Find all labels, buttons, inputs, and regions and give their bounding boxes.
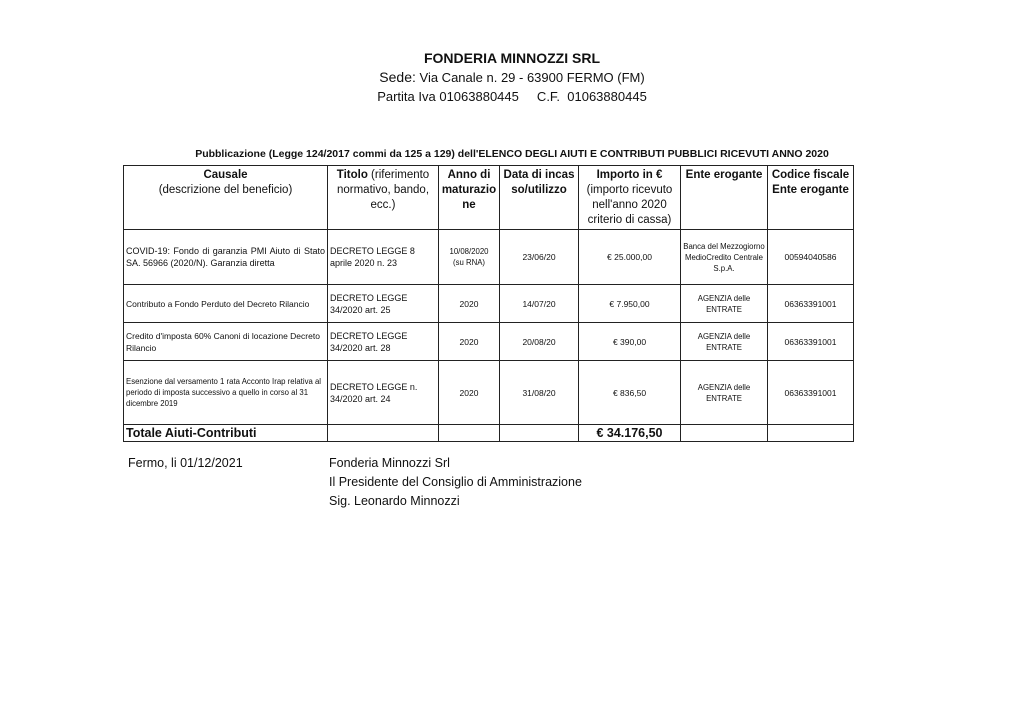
total-label: Totale Aiuti-Contributi: [124, 425, 328, 442]
cell-codice: 06363391001: [768, 323, 854, 361]
header-titolo-title: Titolo: [336, 169, 368, 181]
cell-titolo: DECRETO LEGGE 34/2020 art. 25: [328, 285, 439, 323]
header-importo-sub: (importo ricevuto nell'anno 2020 criterio di cassa): [586, 184, 673, 226]
company-title: FONDERIA MINNOZZI SRL: [423, 50, 601, 66]
cell-anno: 2020: [439, 361, 500, 425]
cell-titolo: DECRETO LEGGE 34/2020 art. 28: [328, 323, 439, 361]
table-title: Pubblicazione (Legge 124/2017 commi da 125 a 129) dell'ELENCO DEGLI AIUTI E CONTRIBUTI PUBBLICI RICEVUTI ANNO 2020: [195, 148, 829, 160]
cell-anno: [439, 230, 500, 285]
total-empty-cell: [439, 425, 500, 442]
header-titolo-sub: (riferimento normativo, bando, ecc.): [336, 169, 430, 211]
footer-company: Fonderia Minnozzi Srl: [329, 456, 450, 470]
cell-codice: 00594040586: [768, 230, 854, 285]
header-codice-title: Codice fiscale Ente erogante: [771, 169, 850, 196]
table-header-row: [124, 166, 854, 230]
header-codice: [768, 166, 854, 230]
header-titolo: [328, 166, 439, 230]
header-ente: [681, 166, 768, 230]
cell-importo: € 25.000,00: [579, 230, 681, 285]
footer-place-date: Fermo, li 01/12/2021: [128, 456, 243, 470]
footer-signatory: Sig. Leonardo Minnozzi: [329, 494, 460, 508]
cell-ente: AGENZIA delle ENTRATE: [681, 361, 768, 425]
header-importo: [579, 166, 681, 230]
sede-label: Sede:: [379, 69, 416, 85]
header-causale-sub: (descrizione del beneficio): [158, 184, 293, 196]
header-causale: [124, 166, 328, 230]
company-vat-line: Partita Iva 01063880445 C.F. 01063880445: [377, 89, 647, 104]
cell-data: 31/08/20: [500, 361, 579, 425]
cell-codice: 06363391001: [768, 361, 854, 425]
total-row: [124, 425, 854, 442]
cell-importo: € 7.950,00: [579, 285, 681, 323]
total-empty-cell: [681, 425, 768, 442]
total-empty-cell: [768, 425, 854, 442]
cell-causale: Contributo a Fondo Perduto del Decreto Rilancio: [124, 285, 328, 323]
table-row: [124, 230, 854, 285]
table-row: [124, 323, 854, 361]
cell-ente: AGENZIA delle ENTRATE: [681, 323, 768, 361]
total-empty-cell: [500, 425, 579, 442]
header-causale-title: Causale: [203, 169, 248, 181]
cell-data: 23/06/20: [500, 230, 579, 285]
cell-anno-note: (su RNA): [452, 258, 486, 267]
cell-causale: COVID-19: Fondo di garanzia PMI Aiuto di Stato SA. 56966 (2020/N). Garanzia diretta: [124, 230, 328, 285]
cell-titolo: DECRETO LEGGE n. 34/2020 art. 24: [328, 361, 439, 425]
cell-data: 20/08/20: [500, 323, 579, 361]
total-value: € 34.176,50: [579, 425, 681, 442]
total-empty-cell: [328, 425, 439, 442]
cell-titolo: DECRETO LEGGE 8 aprile 2020 n. 23: [328, 230, 439, 285]
cell-importo: € 836,50: [579, 361, 681, 425]
header-anno: [439, 166, 500, 230]
cell-ente: AGENZIA delle ENTRATE: [681, 285, 768, 323]
cell-causale: Esenzione dal versamento 1 rata Acconto Irap relativa al periodo di imposta successivo a quello in corso al 31 dicembre 2019: [124, 361, 328, 425]
table-row: [124, 285, 854, 323]
header-importo-title: Importo in €: [596, 169, 663, 181]
cell-ente: Banca del Mezzogiorno MedioCredito Centrale S.p.A.: [681, 230, 768, 285]
company-address: [0, 69, 1024, 85]
table-row: [124, 361, 854, 425]
header-anno-title: Anno di maturazione: [441, 169, 497, 211]
cell-codice: 06363391001: [768, 285, 854, 323]
cell-importo: € 390,00: [579, 323, 681, 361]
cell-data: 14/07/20: [500, 285, 579, 323]
header-ente-title: Ente erogante: [685, 169, 763, 181]
sede-address: Via Canale n. 29 - 63900 FERMO (FM): [419, 70, 645, 85]
header-data-title: Data di incasso/utilizzo: [503, 169, 575, 196]
header-data: [500, 166, 579, 230]
cell-anno: 2020: [439, 323, 500, 361]
cell-anno: 2020: [439, 285, 500, 323]
cell-causale: Credito d'imposta 60% Canoni di locazione Decreto Rilancio: [124, 323, 328, 361]
cell-anno-value: 10/08/2020: [449, 247, 489, 256]
footer-signature-block: [329, 454, 582, 511]
aid-table: [123, 165, 854, 442]
footer-role: Il Presidente del Consiglio di Amministrazione: [329, 475, 582, 489]
